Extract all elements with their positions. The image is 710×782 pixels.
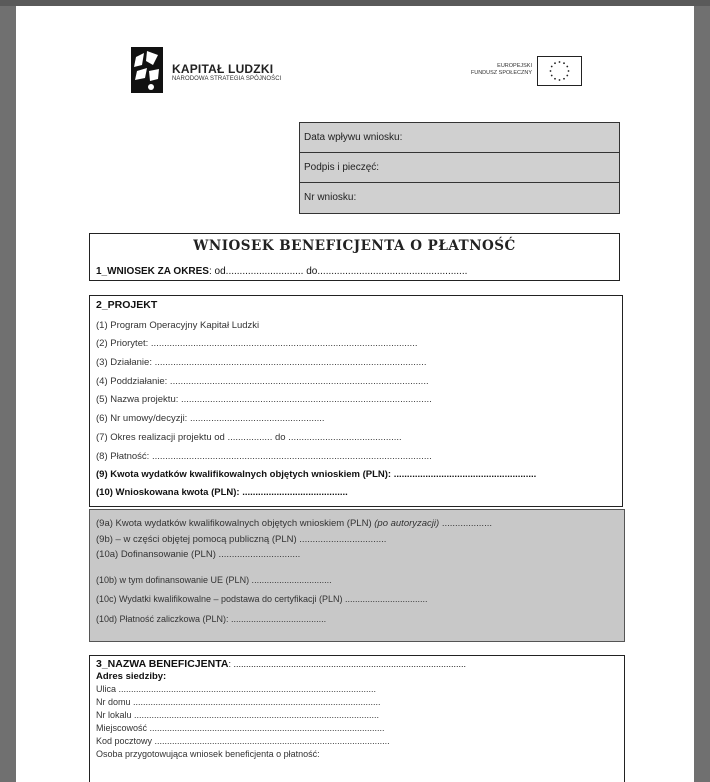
- field-apartment-number[interactable]: Nr lokalu ..................................................................................................: [96, 710, 380, 720]
- project-heading: 2_PROJEKT: [96, 299, 158, 311]
- eu-fund-line2: FUNDUSZ SPOŁECZNY: [470, 70, 532, 76]
- beneficiary-box: [89, 655, 625, 782]
- beneficiary-heading: 3_NAZWA BENEFICJENTA: [96, 658, 229, 670]
- line-9a-text: (9a) Kwota wydatków kwalifikowalnych objętych wnioskiem (PLN): [96, 518, 375, 529]
- line-9a-italic: (po autoryzacji): [374, 518, 440, 529]
- application-number-label: Nr wniosku:: [304, 192, 357, 203]
- field-street[interactable]: Ulica .......................................................................................................: [96, 684, 377, 694]
- document-title: WNIOSEK BENEFICJENTA O PŁATNOŚĆ: [193, 238, 516, 254]
- document-page: [16, 6, 694, 782]
- line-9a-dots: ...................: [439, 518, 492, 529]
- receipt-date-row[interactable]: [300, 123, 619, 153]
- project-line-1: (1) Program Operacyjny Kapitał Ludzki: [96, 320, 260, 331]
- title-box: [89, 233, 620, 281]
- line-10b[interactable]: (10b) w tym dofinansowanie UE (PLN) ................................: [96, 575, 332, 585]
- preparer-label: Osoba przygotowująca wniosek beneficjenta o płatność:: [96, 749, 320, 759]
- field-city[interactable]: Miejscowość ..............................................................................................: [96, 723, 385, 733]
- project-box: [89, 295, 623, 507]
- eu-flag-icon: [537, 56, 582, 86]
- eu-fund-label: [456, 63, 532, 77]
- line-9a[interactable]: [96, 518, 492, 529]
- period-label: 1_WNIOSEK ZA OKRES: [96, 266, 209, 277]
- period-value[interactable]: : od............................ do......................................................: [208, 266, 468, 277]
- field-postal-code[interactable]: Kod pocztowy ..............................................................................................: [96, 736, 390, 746]
- address-label: Adres siedziby:: [96, 671, 167, 682]
- project-line-4[interactable]: (4) Poddziałanie: ..................................................................................................: [96, 376, 429, 387]
- project-line-8[interactable]: (8) Płatność: ..........................................................................................................: [96, 451, 432, 462]
- project-line-2[interactable]: (2) Priorytet: .....................................................................................................: [96, 338, 418, 349]
- project-line-9[interactable]: (9) Kwota wydatków kwalifikowalnych objętych wnioskiem (PLN): ......................................................: [96, 469, 537, 480]
- period-line: [96, 266, 467, 277]
- logo-title: KAPITAŁ LUDZKI: [172, 62, 274, 76]
- line-10a[interactable]: (10a) Dofinansowanie (PLN) ...............................: [96, 549, 301, 560]
- receipt-date-label: Data wpływu wniosku:: [304, 132, 403, 143]
- logo-subtitle: NARODOWA STRATEGIA SPÓJNOŚCI: [172, 76, 282, 82]
- beneficiary-heading-dots: : .............................................................................................: [228, 659, 466, 669]
- office-stamp-box: [299, 122, 620, 214]
- line-10c[interactable]: (10c) Wydatki kwalifikowalne – podstawa do certyfikacji (PLN) .................................: [96, 594, 428, 604]
- authorization-box: [89, 509, 625, 642]
- project-line-10[interactable]: (10) Wnioskowana kwota (PLN): ........................................: [96, 487, 348, 498]
- kapital-ludzki-logo-icon: [129, 45, 165, 95]
- line-9b[interactable]: (9b) – w części objętej pomocą publiczną (PLN) .................................: [96, 534, 387, 545]
- signature-stamp-row[interactable]: [300, 153, 619, 183]
- application-number-row[interactable]: [300, 183, 619, 212]
- line-10d[interactable]: (10d) Płatność zaliczkowa (PLN): ......................................: [96, 614, 327, 624]
- field-house-number[interactable]: Nr domu ...................................................................................................: [96, 697, 381, 707]
- signature-stamp-label: Podpis i pieczęć:: [304, 162, 380, 173]
- project-line-5[interactable]: (5) Nazwa projektu: ...............................................................................................: [96, 394, 432, 405]
- eu-fund-line1: EUROPEJSKI: [497, 63, 532, 69]
- project-line-3[interactable]: (3) Działanie: .......................................................................................................: [96, 357, 427, 368]
- project-line-7[interactable]: (7) Okres realizacji projektu od ................. do ...........................................: [96, 432, 402, 443]
- beneficiary-heading-line[interactable]: [96, 658, 466, 670]
- project-line-6[interactable]: (6) Nr umowy/decyzji: ...................................................: [96, 413, 325, 424]
